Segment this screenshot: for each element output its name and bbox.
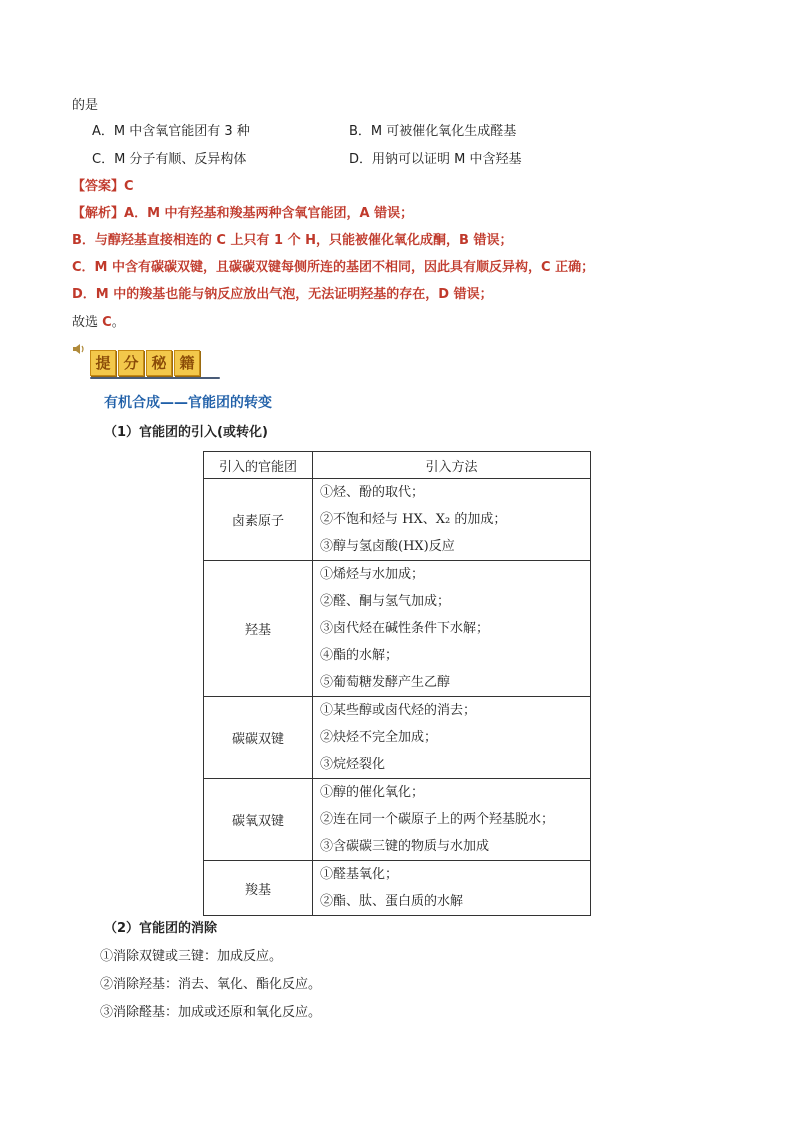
method-item: ①某些醇或卤代烃的消去；	[320, 703, 477, 718]
table-cell-methods	[313, 779, 591, 861]
table-cell-methods	[313, 861, 591, 916]
table-row	[204, 697, 591, 779]
method-item: ①醇的催化氧化；	[320, 785, 425, 800]
method-item: ②不饱和烃与 HX、X₂ 的加成；	[320, 512, 507, 527]
option-b: B．M 可被催化氧化生成醛基	[349, 124, 517, 139]
table-row	[204, 479, 591, 561]
speaker-icon	[72, 342, 86, 356]
section-title: 有机合成——官能团的转变	[104, 395, 272, 411]
subsection-elimination-title: （2）官能团的消除	[104, 921, 218, 936]
elimination-item: ①消除双键或三键：加成反应。	[100, 949, 283, 964]
tip-banner	[70, 342, 220, 382]
banner-underline	[90, 377, 220, 379]
table-cell-group: 碳碳双键	[204, 697, 313, 779]
answer-value: C	[124, 179, 134, 194]
table-row	[204, 861, 591, 916]
question-stem-tail: 的是	[72, 98, 99, 113]
subsection-intro-title: （1）官能团的引入(或转化)	[104, 425, 268, 440]
table-header-method: 引入方法	[313, 452, 591, 479]
table-row	[204, 779, 591, 861]
table-header-row	[204, 452, 591, 479]
analysis-tag: 【解析】	[72, 206, 125, 221]
conclusion-suffix: 。	[111, 315, 125, 330]
answer-line	[72, 177, 134, 197]
table-header-group: 引入的官能团	[204, 452, 313, 479]
functional-group-table	[203, 451, 591, 916]
analysis-conclusion	[72, 313, 125, 333]
option-d: D．用钠可以证明 M 中含羟基	[349, 152, 522, 167]
method-item: ②醛、酮与氢气加成；	[320, 594, 451, 609]
method-item: ③含碳碳三键的物质与水加成	[320, 839, 490, 854]
tip-char-3: 秘	[146, 350, 172, 376]
method-item: ②酯、肽、蛋白质的水解	[320, 894, 464, 909]
elimination-item: ③消除醛基：加成或还原和氧化反应。	[100, 1005, 322, 1020]
answer-tag: 【答案】	[72, 179, 125, 194]
analysis-text-a: A．M 中有羟基和羧基两种含氧官能团，A 错误；	[124, 206, 414, 221]
method-item: ①醛基氧化；	[320, 867, 399, 882]
table-cell-group: 卤素原子	[204, 479, 313, 561]
table-cell-group: 羟基	[204, 561, 313, 697]
analysis-line-d: D．M 中的羧基也能与钠反应放出气泡，无法证明羟基的存在，D 错误；	[72, 287, 493, 302]
method-item: ②炔烃不完全加成；	[320, 730, 438, 745]
table-cell-methods	[313, 479, 591, 561]
analysis-line-a	[72, 204, 413, 224]
method-item: ⑤葡萄糖发酵产生乙醇	[320, 675, 451, 690]
tip-char-2: 分	[118, 350, 144, 376]
table-cell-methods	[313, 561, 591, 697]
analysis-line-c: C．M 中含有碳碳双键，且碳碳双键每侧所连的基团不相同，因此具有顺反异构，C 正确；	[72, 260, 595, 275]
table-cell-group: 羧基	[204, 861, 313, 916]
method-item: ③烷烃裂化	[320, 757, 386, 772]
method-item: ③醇与氢卤酸(HX)反应	[320, 539, 455, 554]
tip-char-4: 籍	[174, 350, 200, 376]
elimination-item: ②消除羟基：消去、氧化、酯化反应。	[100, 977, 322, 992]
option-c: C．M 分子有顺、反异构体	[92, 152, 247, 167]
table-row	[204, 561, 591, 697]
conclusion-prefix: 故选	[72, 315, 103, 330]
analysis-line-b: B．与醇羟基直接相连的 C 上只有 1 个 H，只能被催化氧化成酮，B 错误；	[72, 233, 513, 248]
method-item: ①烃、酚的取代；	[320, 485, 425, 500]
table-cell-methods	[313, 697, 591, 779]
method-item: ③卤代烃在碱性条件下水解；	[320, 621, 490, 636]
option-a: A．M 中含氧官能团有 3 种	[92, 124, 250, 139]
method-item: ①烯烃与水加成；	[320, 567, 425, 582]
tip-char-1: 提	[90, 350, 116, 376]
method-item: ④酯的水解；	[320, 648, 399, 663]
conclusion-value: C	[102, 315, 112, 330]
method-item: ②连在同一个碳原子上的两个羟基脱水；	[320, 812, 555, 827]
table-cell-group: 碳氧双键	[204, 779, 313, 861]
